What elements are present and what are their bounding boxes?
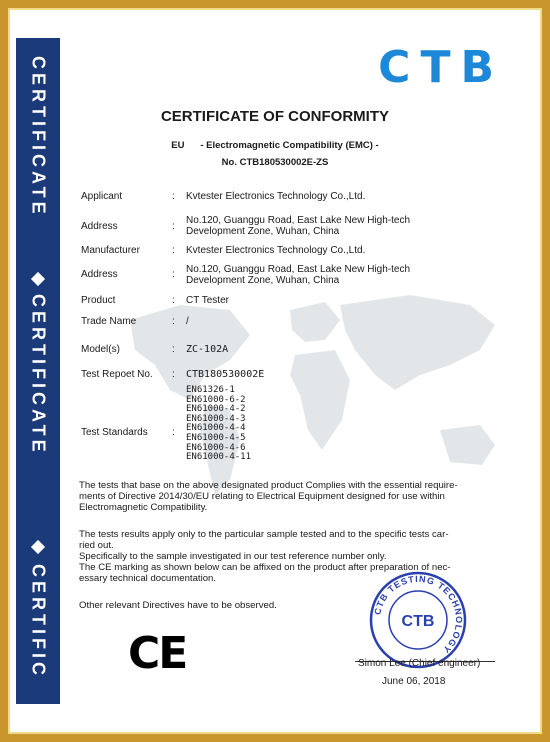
compliance-paragraph — [79, 480, 521, 513]
model-label: Model(s) — [81, 344, 120, 355]
signature-date: June 06, 2018 — [382, 676, 446, 687]
ctb-logo: CTB — [378, 42, 504, 93]
product-value: CT Tester — [186, 295, 229, 306]
colon: : — [172, 221, 175, 232]
colon: : — [172, 295, 175, 306]
colon: : — [172, 427, 175, 438]
standard-item: EN61000-4-5 — [186, 432, 246, 443]
address-value — [186, 264, 410, 286]
colon: : — [172, 269, 175, 280]
address-line-2: Development Zone, Wuhan, China — [186, 226, 340, 237]
model-value: ZC-102A — [186, 344, 229, 355]
diamond-icon — [31, 540, 45, 554]
directives-note: Other relevant Directives have to be observed. — [79, 600, 277, 611]
ce-mark: CE — [128, 628, 187, 679]
product-label: Product — [81, 295, 116, 306]
address-line-2: Development Zone, Wuhan, China — [186, 275, 340, 286]
standard-item: EN61000-6-2 — [186, 394, 246, 405]
manufacturer-value: Kvtester Electronics Technology Co.,Ltd. — [186, 245, 366, 256]
applicant-value: Kvtester Electronics Technology Co.,Ltd. — [186, 191, 366, 202]
trade-name-value: / — [186, 316, 189, 327]
stamp-center-text: CTB — [401, 613, 435, 630]
standard-item: EN61326-1 — [186, 385, 235, 395]
trade-name-label: Trade Name — [81, 316, 137, 327]
text-line: essary technical documentation. — [79, 573, 217, 584]
text-line: Electromagnetic Compatibility. — [79, 502, 208, 513]
test-report-value: CTB180530002E — [186, 369, 265, 380]
text-line: The tests that base on the above designated product Complies with the essential require- — [79, 480, 458, 491]
colon: : — [172, 369, 175, 380]
eu-directive-line — [0, 140, 550, 151]
emc-line: - Electromagnetic Compatibility (EMC) - — [200, 140, 379, 151]
colon: : — [172, 344, 175, 355]
side-word-3: CERTIFIC — [28, 564, 49, 679]
test-standards-list — [186, 386, 251, 463]
certificate-title: CERTIFICATE OF CONFORMITY — [160, 108, 390, 125]
side-word-1: CERTIFICATE — [28, 56, 49, 218]
standard-item: EN61000-4-2 — [186, 404, 246, 415]
address-line-1: No.120, Guanggu Road, East Lake New High-tech — [186, 215, 411, 226]
text-line: ments of Directive 2014/30/EU relating to Electrical Equipment designed for use within — [79, 491, 445, 502]
address-line-1: No.120, Guanggu Road, East Lake New High-tech — [186, 264, 411, 275]
text-line: Specifically to the sample investigated in our test reference number only. — [79, 551, 387, 562]
certificate-number: No. CTB180530002E-ZS — [221, 157, 329, 168]
standard-item: EN61000-4-3 — [186, 413, 246, 424]
colon: : — [172, 316, 175, 327]
eu-prefix: EU — [171, 140, 185, 151]
colon: : — [172, 245, 175, 256]
address-label: Address — [81, 269, 118, 280]
world-map-watermark — [110, 280, 530, 510]
diamond-icon — [31, 272, 45, 286]
colon: : — [172, 191, 175, 202]
text-line: ried out. — [79, 540, 114, 551]
test-standards-label: Test Standards — [81, 427, 148, 438]
stamp-ring-text: CTB TESTING TECHNOLOGY — [372, 573, 465, 656]
test-report-label: Test Repoet No. — [81, 369, 153, 380]
side-band — [16, 38, 60, 704]
address-value — [186, 215, 410, 237]
side-word-2: CERTIFICATE — [28, 294, 49, 456]
text-line: The tests results apply only to the particular sample tested and to the specific tests car- — [79, 529, 449, 540]
standard-item: EN61000-4-6 — [186, 442, 246, 453]
signer-name: Simon Lee (Chief engineer) — [358, 658, 481, 669]
applicant-label: Applicant — [81, 191, 123, 202]
manufacturer-label: Manufacturer — [81, 245, 140, 256]
ctb-stamp — [368, 570, 468, 670]
text-line: The CE marking as shown below can be affixed on the product after preparation of nec- — [79, 562, 451, 573]
standard-item: EN61000-4-11 — [186, 452, 252, 463]
address-label: Address — [81, 221, 118, 232]
standard-item: EN61000-4-4 — [186, 423, 246, 434]
